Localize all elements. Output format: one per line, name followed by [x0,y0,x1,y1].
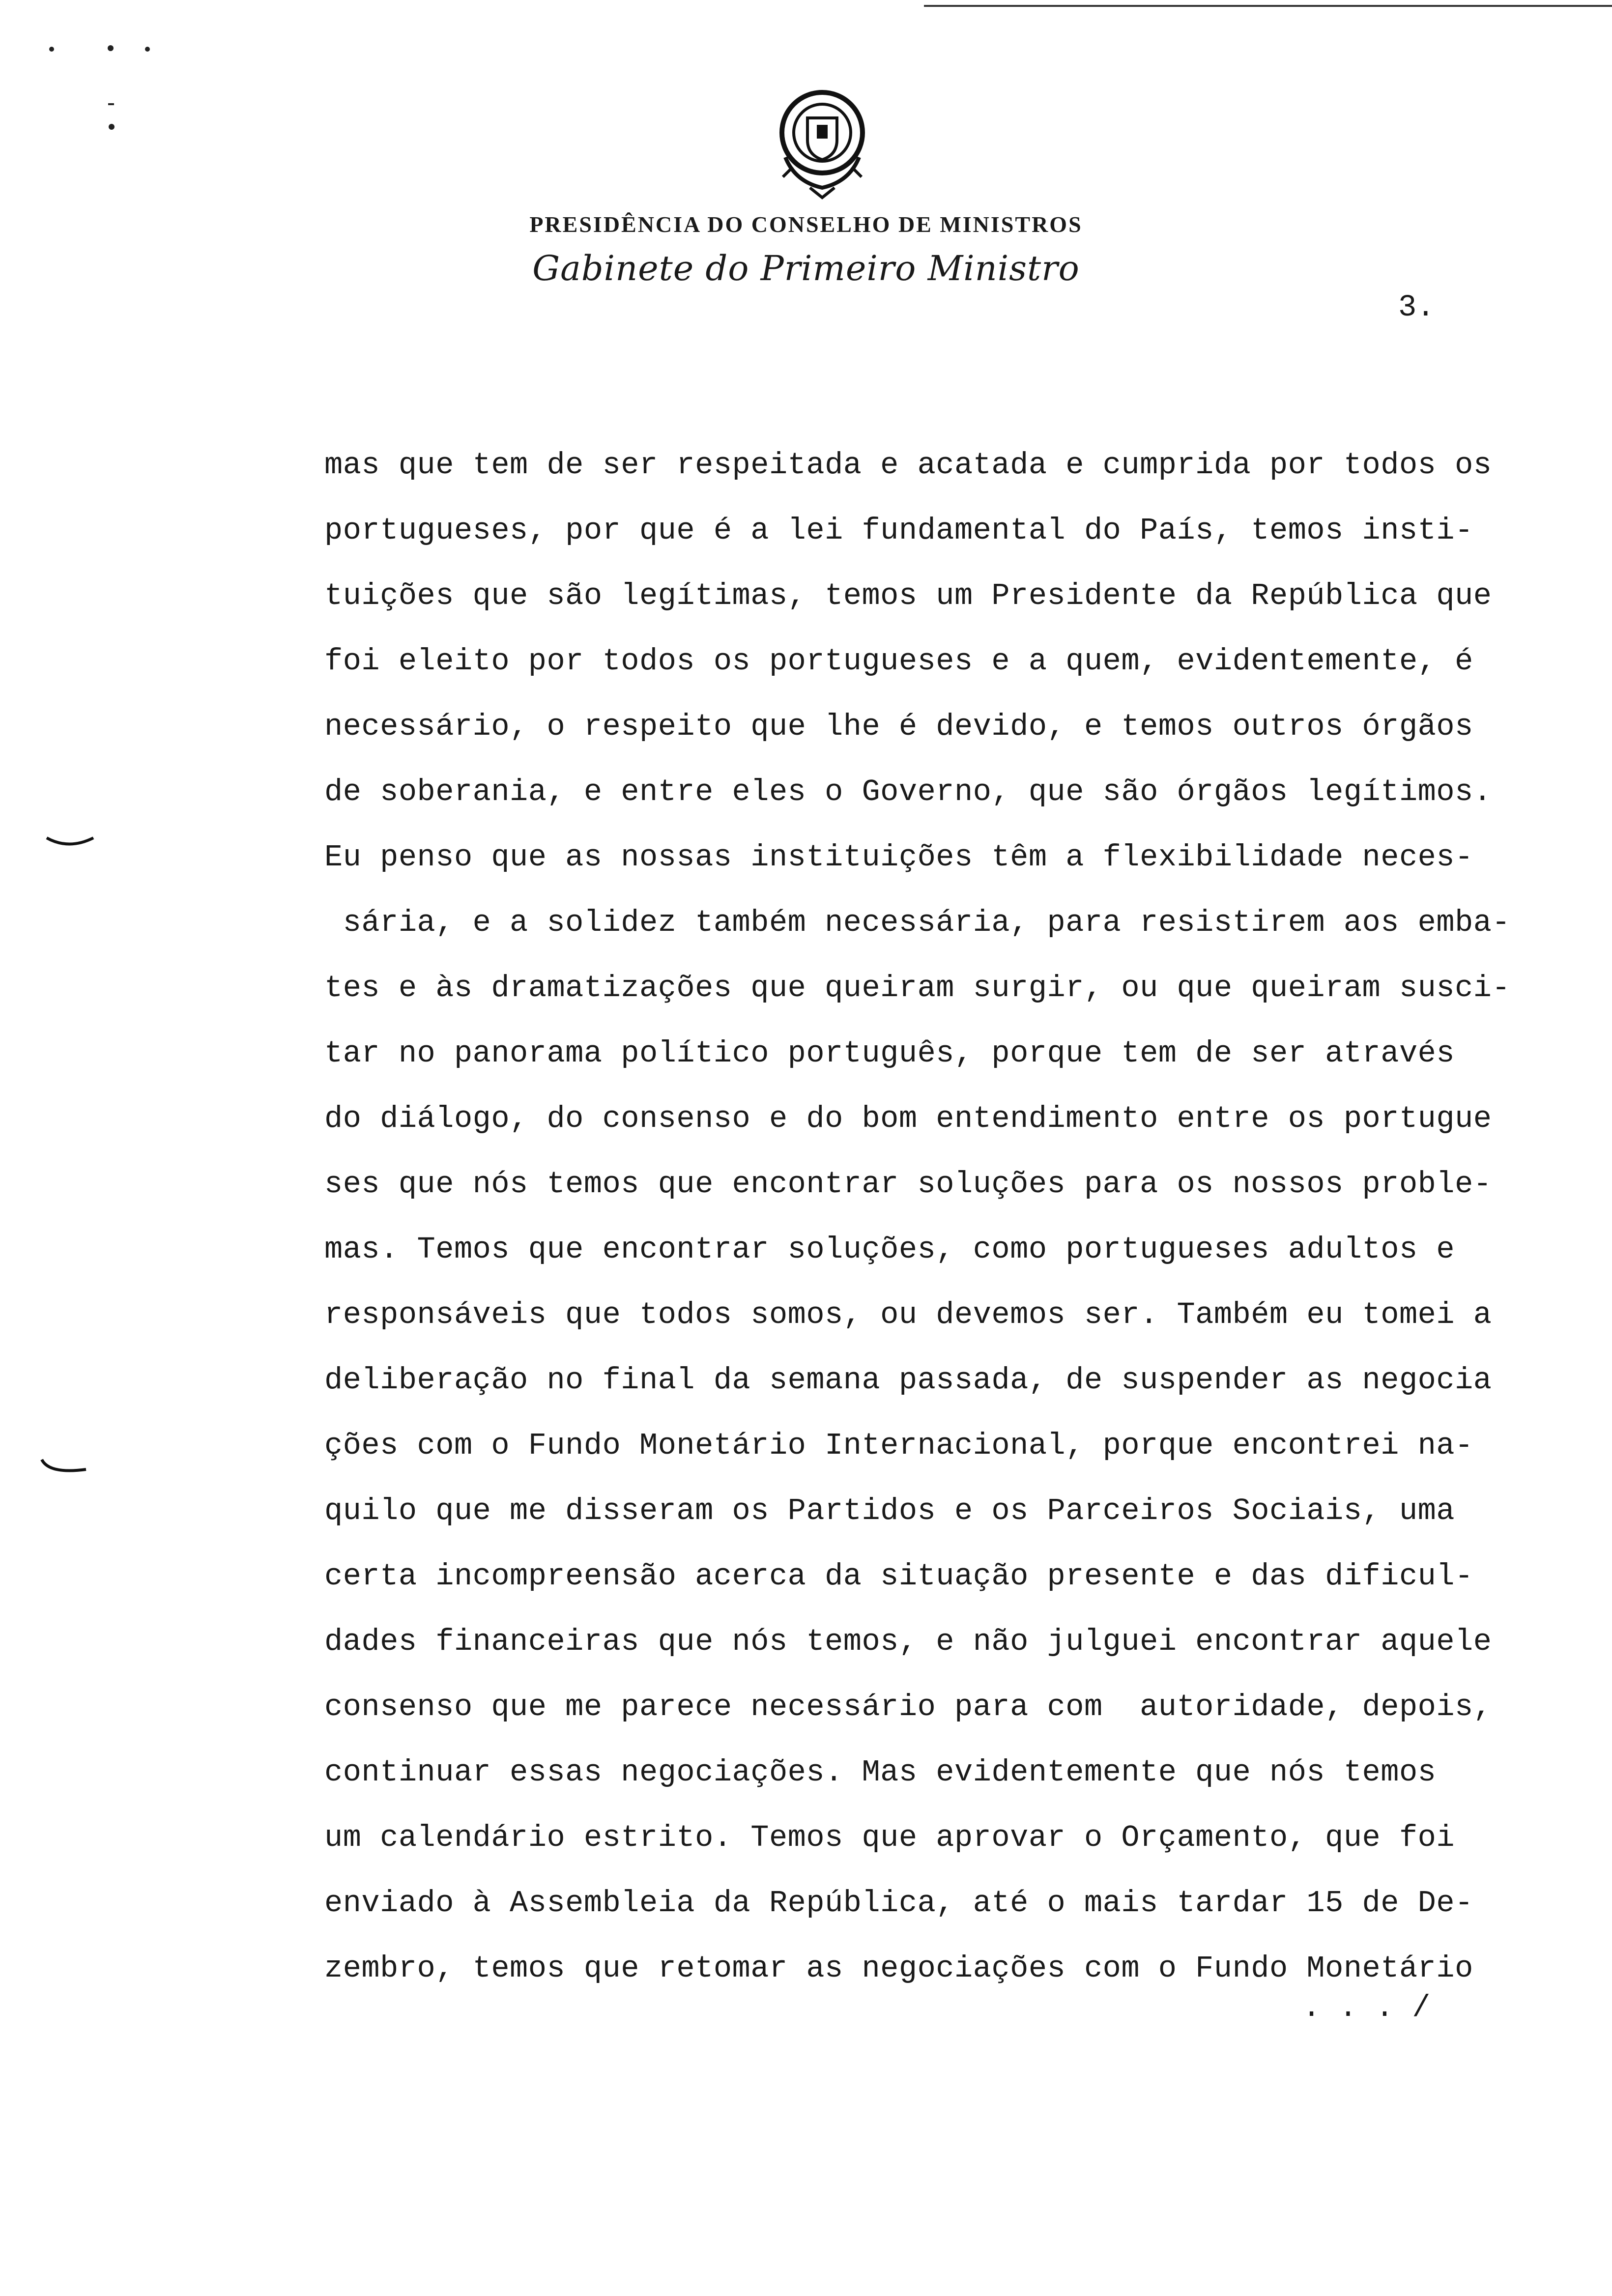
margin-tick-mark [44,831,98,855]
body-line: deliberação no final da semana passada, de suspender as negocia [324,1363,1492,1398]
page-number: 3. [1398,290,1435,325]
portuguese-coat-of-arms-icon [766,84,879,201]
body-line: foi eleito por todos os portugueses e a quem, evidentemente, é [324,644,1473,679]
body-line: portugueses, por que é a lei fundamental do País, temos insti- [324,513,1473,548]
body-line: de soberania, e entre eles o Governo, que são órgãos legítimos. [324,775,1492,809]
body-line: responsáveis que todos somos, ou devemos ser. Também eu tomei a [324,1297,1492,1332]
letterhead-subtitle: Gabinete do Primeiro Ministro [532,248,1080,288]
margin-tick-mark [39,1455,93,1484]
body-line: mas que tem de ser respeitada e acatada e cumprida por todos os [324,448,1492,483]
body-line: tes e às dramatizações que queiram surgir, ou que queiram susci- [324,971,1511,1005]
body-line: zembro, temos que retomar as negociações com o Fundo Monetário [324,1951,1473,1986]
body-line: do diálogo, do consenso e do bom entendimento entre os portugue [324,1101,1492,1136]
body-line: mas. Temos que encontrar soluções, como portugueses adultos e [324,1232,1455,1267]
body-line: necessário, o respeito que lhe é devido, e temos outros órgãos [324,709,1473,744]
continuation-mark: . . . / [1302,1990,1431,2025]
top-rule [924,5,1612,7]
body-line: enviado à Assembleia da República, até o mais tardar 15 de De- [324,1886,1473,1921]
body-line: ções com o Fundo Monetário Internacional, porque encontrei na- [324,1428,1473,1463]
margin-marks [44,39,172,197]
body-line: Eu penso que as nossas instituições têm a flexibilidade neces- [324,840,1473,875]
body-line: quilo que me disseram os Partidos e os Parceiros Sociais, uma [324,1493,1455,1528]
body-line: continuar essas negociações. Mas evidentemente que nós temos [324,1755,1437,1790]
body-line: ses que nós temos que encontrar soluções para os nossos proble- [324,1167,1492,1202]
body-line: consenso que me parece necessário para com autoridade, depois, [324,1690,1492,1724]
body-line: tuições que são legítimas, temos um Presidente da República que [324,578,1492,613]
body-line: tar no panorama político português, porque tem de ser através [324,1036,1455,1071]
body-line: dades financeiras que nós temos, e não julguei encontrar aquele [324,1624,1492,1659]
document-body [324,432,1583,2001]
letterhead-title: PRESIDÊNCIA DO CONSELHO DE MINISTROS [529,212,1083,237]
body-line: certa incompreensão acerca da situação presente e das dificul- [324,1559,1473,1594]
body-line: um calendário estrito. Temos que aprovar o Orçamento, que foi [324,1820,1455,1855]
body-line: sária, e a solidez também necessária, para resistirem aos emba- [324,905,1511,940]
